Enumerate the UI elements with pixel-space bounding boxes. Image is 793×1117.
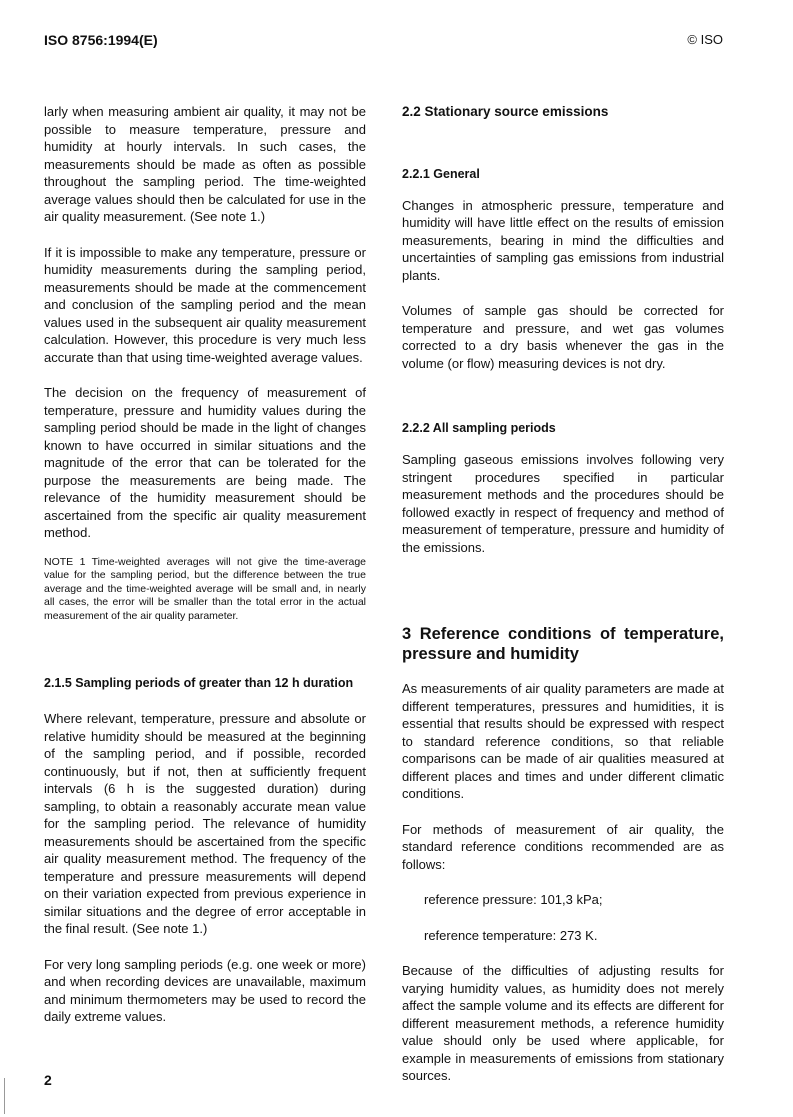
paragraph: If it is impossible to make any temperature, pressure or humidity measurements during the sampling period, measurements should be made at the commencement and conclusion of the sampling period and the mean values used in the subsequent air quality measurement calculation. However, this procedure is very much less accurate than that using time-weighted average values. <box>44 244 366 365</box>
left-column <box>44 103 366 1026</box>
heading-2-2-1: 2.2.1 General <box>402 166 480 181</box>
margin-rule <box>4 1078 5 1114</box>
paragraph: The decision on the frequency of measurement of temperature, pressure and humidity values during the sampling period should be made in the light of changes known to have occurred in similar situations and the magnitude of the error that can be tolerated for the purpose the measurements are being made. The relevance of the humidity measurement should be ascertained from the specific air quality measurement method. <box>44 385 366 540</box>
paragraph: Volumes of sample gas should be corrected for temperature and pressure, and wet gas volumes corrected to a dry basis whenever the gas in the volume (or flow) measuring devices is not dry. <box>402 303 724 371</box>
paragraph: Where relevant, temperature, pressure and absolute or relative humidity should be measured at the beginning of the sampling period, and if possible, recorded continuously, but if not, then at sufficiently frequent intervals (6 h is the suggested duration) during sampling, to obtain a reasonably accurate mean value for the sampling period. The relevance of humidity measurements should be ascertained from the specific air quality measurement method. The frequency of the temperature and pressure measurements will depend on their variation expected from previous experience in similar situations and the degree of error acceptable in the final result. (See note 1.) <box>44 711 366 937</box>
reference-temperature: reference temperature: 273 K. <box>424 927 598 943</box>
heading-2-2-2: 2.2.2 All sampling periods <box>402 421 556 435</box>
paragraph: Changes in atmospheric pressure, temperature and humidity will have little effect on the results of emission measurements, bearing in mind the difficulties and uncertainties of sampling gas emissions from industrial plants. <box>402 197 724 283</box>
paragraph: Sampling gaseous emissions involves following very stringent procedures specified in particular measurement methods and the procedures should be followed exactly in respect of frequency and method of measurement of temperature, pressure and humidity of the emissions. <box>402 452 724 555</box>
document-id: ISO 8756:1994(E) <box>44 32 158 48</box>
right-column <box>402 103 724 1085</box>
copyright-mark: © ISO <box>687 32 723 47</box>
heading-3: 3 Reference conditions of temperature, pressure and humidity <box>402 625 724 663</box>
paragraph: For methods of measurement of air quality, the standard reference conditions recommended are as follows: <box>402 821 724 872</box>
paragraph: Because of the difficulties of adjusting results for varying humidity values, as humidity does not merely affect the sample volume and its effects are different for different measurement methods, a reference humidity value should only be used where applicable, for example in measurements of emissions from stationary sources. <box>402 963 724 1083</box>
paragraph: larly when measuring ambient air quality, it may not be possible to measure temperature, pressure and humidity at hourly intervals. In such cases, the measurements should be made as often as possible throughout the sampling period. The time-weighted average values should then be calculated for use in the air quality measurement. (See note 1.) <box>44 104 366 224</box>
reference-pressure: reference pressure: 101,3 kPa; <box>424 892 603 907</box>
heading-2-1-5: 2.1.5 Sampling periods of greater than 12 h duration <box>44 676 354 691</box>
heading-2-2: 2.2 Stationary source emissions <box>402 104 609 119</box>
page-number: 2 <box>44 1072 52 1088</box>
note-1: NOTE 1 Time-weighted averages will not give the time-average value for the sampling period, but the difference between the true average and the time-weighted average will be small and, in nearly all cases, the error will be smaller than the total error in the actual measurement of the air quality parameter. <box>44 555 366 622</box>
paragraph: As measurements of air quality parameters are made at different temperatures, pressures and humidities, it is essential that results should be expressed with respect to standard reference conditions, so that reliable comparisons can be made of air qualities measured at different places and times and under different climatic conditions. <box>402 681 724 801</box>
paragraph: For very long sampling periods (e.g. one week or more) and when recording devices are unavailable, maximum and minimum thermometers may be used to record the daily extreme values. <box>44 956 366 1025</box>
